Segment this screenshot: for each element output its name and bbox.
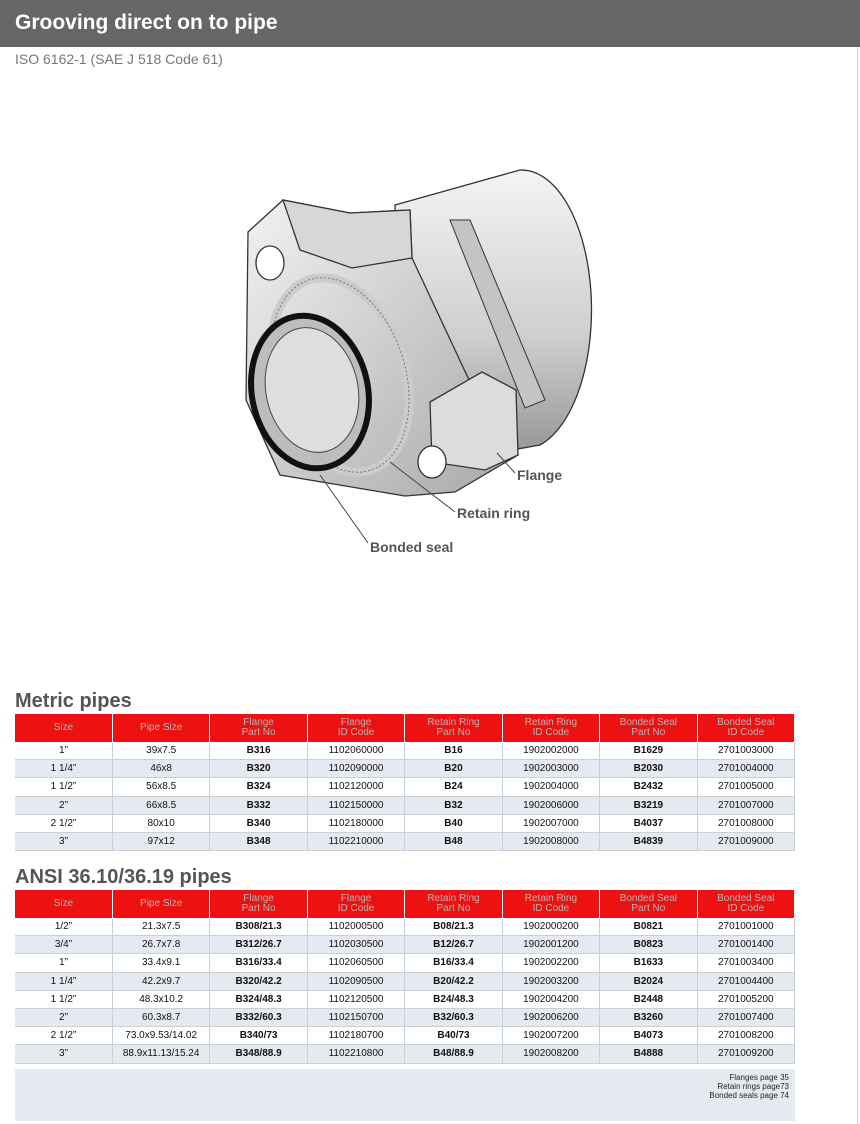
table-cell: B40 <box>405 814 502 832</box>
table-cell: 33.4x9.1 <box>112 954 209 972</box>
column-header-label: Bonded Seal <box>619 893 677 904</box>
column-header-label: ID Code <box>337 903 375 914</box>
table-cell: B2432 <box>600 778 697 796</box>
column-header-label: Retain Ring <box>427 717 480 728</box>
note-retain-rings: Retain rings page73 <box>717 1082 789 1091</box>
table-cell: 21.3x7.5 <box>112 918 209 936</box>
table-cell: 1102060500 <box>307 954 404 972</box>
column-header <box>502 714 599 742</box>
column-header-label: Flange <box>243 717 274 728</box>
page-border <box>857 47 858 1124</box>
table-cell: 1902007200 <box>502 1027 599 1045</box>
table-cell: 1902008200 <box>502 1045 599 1063</box>
table-row <box>15 990 795 1008</box>
ansi-table <box>15 890 795 1064</box>
table-cell: B3260 <box>600 1008 697 1026</box>
table-cell: B32 <box>405 796 502 814</box>
table-cell: 2701007000 <box>697 796 794 814</box>
column-header-label: Part No <box>631 903 666 914</box>
table-cell: B08/21.3 <box>405 918 502 936</box>
table-cell: 2701009200 <box>697 1045 794 1063</box>
column-header-label: Retain Ring <box>524 893 578 904</box>
table-row <box>15 778 795 796</box>
note-bonded-seals: Bonded seals page 74 <box>709 1091 789 1100</box>
table-cell: 2701008000 <box>697 814 794 832</box>
column-header-label: Flange <box>340 893 372 904</box>
table-cell: 97x12 <box>112 832 209 850</box>
table-cell: 1102000500 <box>307 918 404 936</box>
table-row <box>15 760 795 778</box>
table-cell: 1 1/2” <box>15 990 112 1008</box>
table-row <box>15 832 795 850</box>
table-cell: B308/21.3 <box>210 918 307 936</box>
table-row <box>15 918 795 936</box>
table-row <box>15 1027 795 1045</box>
table-cell: 42.2x9.7 <box>112 972 209 990</box>
table-cell: 1102090500 <box>307 972 404 990</box>
table-cell: B2030 <box>600 760 697 778</box>
table-cell: B316 <box>210 742 307 760</box>
table-cell: 1” <box>15 954 112 972</box>
table-cell: 1902007000 <box>502 814 599 832</box>
table-cell: B332/60.3 <box>210 1008 307 1026</box>
note-flanges: Flanges page 35 <box>729 1073 789 1082</box>
table-cell: 2701008200 <box>697 1027 794 1045</box>
table-cell: 1902004200 <box>502 990 599 1008</box>
column-header <box>600 890 697 918</box>
column-header-label: Part No <box>436 727 471 738</box>
metric-table <box>15 714 795 851</box>
table-row <box>15 972 795 990</box>
table-cell: 1102180700 <box>307 1027 404 1045</box>
table-row <box>15 742 795 760</box>
table-cell: 1902003200 <box>502 972 599 990</box>
table-cell: 2701001400 <box>697 936 794 954</box>
table-cell: 60.3x8.7 <box>112 1008 209 1026</box>
flange-assembly-illustration <box>220 160 640 580</box>
table-cell: 73.0x9.53/14.02 <box>112 1027 209 1045</box>
table-cell: B2024 <box>600 972 697 990</box>
column-header-label: Part No <box>241 727 276 738</box>
table-cell: 1902006200 <box>502 1008 599 1026</box>
table-cell: 2701004000 <box>697 760 794 778</box>
column-header <box>15 890 112 918</box>
table-cell: 1102060000 <box>307 742 404 760</box>
table-cell: 88.9x11.13/15.24 <box>112 1045 209 1063</box>
table-cell: 1102030500 <box>307 936 404 954</box>
column-header-label: Size <box>53 898 74 909</box>
table-cell: 1902001200 <box>502 936 599 954</box>
table-cell: B324 <box>210 778 307 796</box>
table-cell: 2” <box>15 796 112 814</box>
table-cell: B4037 <box>600 814 697 832</box>
table-cell: 46x8 <box>112 760 209 778</box>
table-cell: 1 1/2” <box>15 778 112 796</box>
ansi-heading: ANSI 36.10/36.19 pipes <box>15 866 232 888</box>
table-cell: B348 <box>210 832 307 850</box>
table-cell: B24 <box>405 778 502 796</box>
table-cell: 2701004400 <box>697 972 794 990</box>
metric-heading: Metric pipes <box>15 690 132 712</box>
table-cell: B316/33.4 <box>210 954 307 972</box>
column-header-label: ID Code <box>337 727 375 738</box>
column-header-label: Size <box>53 722 74 733</box>
callout-flange: Flange <box>517 467 563 483</box>
column-header-label: ID Code <box>532 903 570 914</box>
table-cell: B332 <box>210 796 307 814</box>
footer-notes-box <box>15 1069 795 1121</box>
table-cell: 1902000200 <box>502 918 599 936</box>
table-cell: B24/48.3 <box>405 990 502 1008</box>
table-cell: 3” <box>15 832 112 850</box>
table-cell: 2701009000 <box>697 832 794 850</box>
column-header <box>697 890 794 918</box>
table-cell: B320/42.2 <box>210 972 307 990</box>
table-cell: B340/73 <box>210 1027 307 1045</box>
column-header <box>15 714 112 742</box>
table-cell: 1102150000 <box>307 796 404 814</box>
column-header-label: Flange <box>243 893 274 904</box>
table-cell: 2701003000 <box>697 742 794 760</box>
table-cell: 1102120000 <box>307 778 404 796</box>
table-cell: 2701005200 <box>697 990 794 1008</box>
column-header-label: Pipe Size <box>140 898 183 909</box>
table-cell: B324/48.3 <box>210 990 307 1008</box>
table-cell: B2448 <box>600 990 697 1008</box>
table-cell: 1902002200 <box>502 954 599 972</box>
table-cell: 2701003400 <box>697 954 794 972</box>
table-cell: B32/60.3 <box>405 1008 502 1026</box>
table-cell: 1102090000 <box>307 760 404 778</box>
table-cell: 1902008000 <box>502 832 599 850</box>
table-cell: 2 1/2” <box>15 814 112 832</box>
table-cell: B16 <box>405 742 502 760</box>
bolt-hole-bottom <box>418 446 446 478</box>
table-cell: B0821 <box>600 918 697 936</box>
column-header <box>210 714 307 742</box>
table-cell: 1 1/4” <box>15 972 112 990</box>
column-header <box>502 890 599 918</box>
table-cell: B340 <box>210 814 307 832</box>
column-header <box>405 890 502 918</box>
table-cell: B48/88.9 <box>405 1045 502 1063</box>
column-header-label: Part No <box>436 903 471 914</box>
table-cell: B0823 <box>600 936 697 954</box>
table-row <box>15 1045 795 1063</box>
table-cell: 1102150700 <box>307 1008 404 1026</box>
table-cell: B20/42.2 <box>405 972 502 990</box>
column-header <box>112 890 209 918</box>
table-cell: B40/73 <box>405 1027 502 1045</box>
column-header <box>112 714 209 742</box>
table-cell: 3/4” <box>15 936 112 954</box>
column-header <box>697 714 794 742</box>
column-header-label: Pipe Size <box>140 722 183 733</box>
table-cell: 2701007400 <box>697 1008 794 1026</box>
table-header-row <box>15 714 795 742</box>
page-subtitle: ISO 6162-1 (SAE J 518 Code 61) <box>15 51 223 67</box>
table-cell: 26.7x7.8 <box>112 936 209 954</box>
table-cell: B4888 <box>600 1045 697 1063</box>
column-header-label: Retain Ring <box>427 893 480 904</box>
table-cell: B4839 <box>600 832 697 850</box>
callout-retain-ring: Retain ring <box>457 505 531 521</box>
table-cell: B1629 <box>600 742 697 760</box>
table-cell: 66x8.5 <box>112 796 209 814</box>
table-cell: 1902003000 <box>502 760 599 778</box>
column-header-label: Part No <box>631 727 666 738</box>
column-header <box>405 714 502 742</box>
table-cell: B320 <box>210 760 307 778</box>
table-cell: 1902004000 <box>502 778 599 796</box>
column-header <box>307 890 404 918</box>
table-cell: 1 1/4” <box>15 760 112 778</box>
column-header-label: Bonded Seal <box>717 717 775 728</box>
column-header-label: Flange <box>340 717 372 728</box>
page-title: Grooving direct on to pipe <box>15 11 278 34</box>
column-header-label: ID Code <box>532 727 570 738</box>
column-header-label: Part No <box>241 903 276 914</box>
callout-bonded-seal: Bonded seal <box>370 539 454 555</box>
table-cell: 2 1/2” <box>15 1027 112 1045</box>
table-row <box>15 814 795 832</box>
table-cell: B348/88.9 <box>210 1045 307 1063</box>
table-cell: 39x7.5 <box>112 742 209 760</box>
table-row <box>15 1008 795 1026</box>
table-cell: B48 <box>405 832 502 850</box>
table-cell: B4073 <box>600 1027 697 1045</box>
column-header-label: Retain Ring <box>524 717 578 728</box>
header-bar <box>0 0 860 47</box>
table-cell: B3219 <box>600 796 697 814</box>
column-header-label: Bonded Seal <box>717 893 775 904</box>
table-cell: 1” <box>15 742 112 760</box>
table-cell: 56x8.5 <box>112 778 209 796</box>
table-header-row <box>15 890 795 918</box>
column-header-label: ID Code <box>727 903 765 914</box>
table-cell: B312/26.7 <box>210 936 307 954</box>
table-cell: 1102120500 <box>307 990 404 1008</box>
bolt-hole-top <box>256 246 284 280</box>
table-row <box>15 936 795 954</box>
table-cell: 2701005000 <box>697 778 794 796</box>
table-cell: 1102180000 <box>307 814 404 832</box>
table-cell: B1633 <box>600 954 697 972</box>
table-cell: 1902002000 <box>502 742 599 760</box>
table-cell: 1102210000 <box>307 832 404 850</box>
table-cell: B20 <box>405 760 502 778</box>
page-references <box>709 1073 789 1100</box>
table-cell: 1902006000 <box>502 796 599 814</box>
table-cell: 48.3x10.2 <box>112 990 209 1008</box>
table-row <box>15 796 795 814</box>
column-header-label: ID Code <box>727 727 765 738</box>
table-cell: 3” <box>15 1045 112 1063</box>
column-header-label: Bonded Seal <box>619 717 677 728</box>
table-cell: B12/26.7 <box>405 936 502 954</box>
column-header <box>600 714 697 742</box>
table-row <box>15 954 795 972</box>
table-cell: 1102210800 <box>307 1045 404 1063</box>
column-header <box>210 890 307 918</box>
table-cell: 2701001000 <box>697 918 794 936</box>
table-cell: 80x10 <box>112 814 209 832</box>
column-header <box>307 714 404 742</box>
table-cell: 2” <box>15 1008 112 1026</box>
table-cell: B16/33.4 <box>405 954 502 972</box>
table-cell: 1/2” <box>15 918 112 936</box>
